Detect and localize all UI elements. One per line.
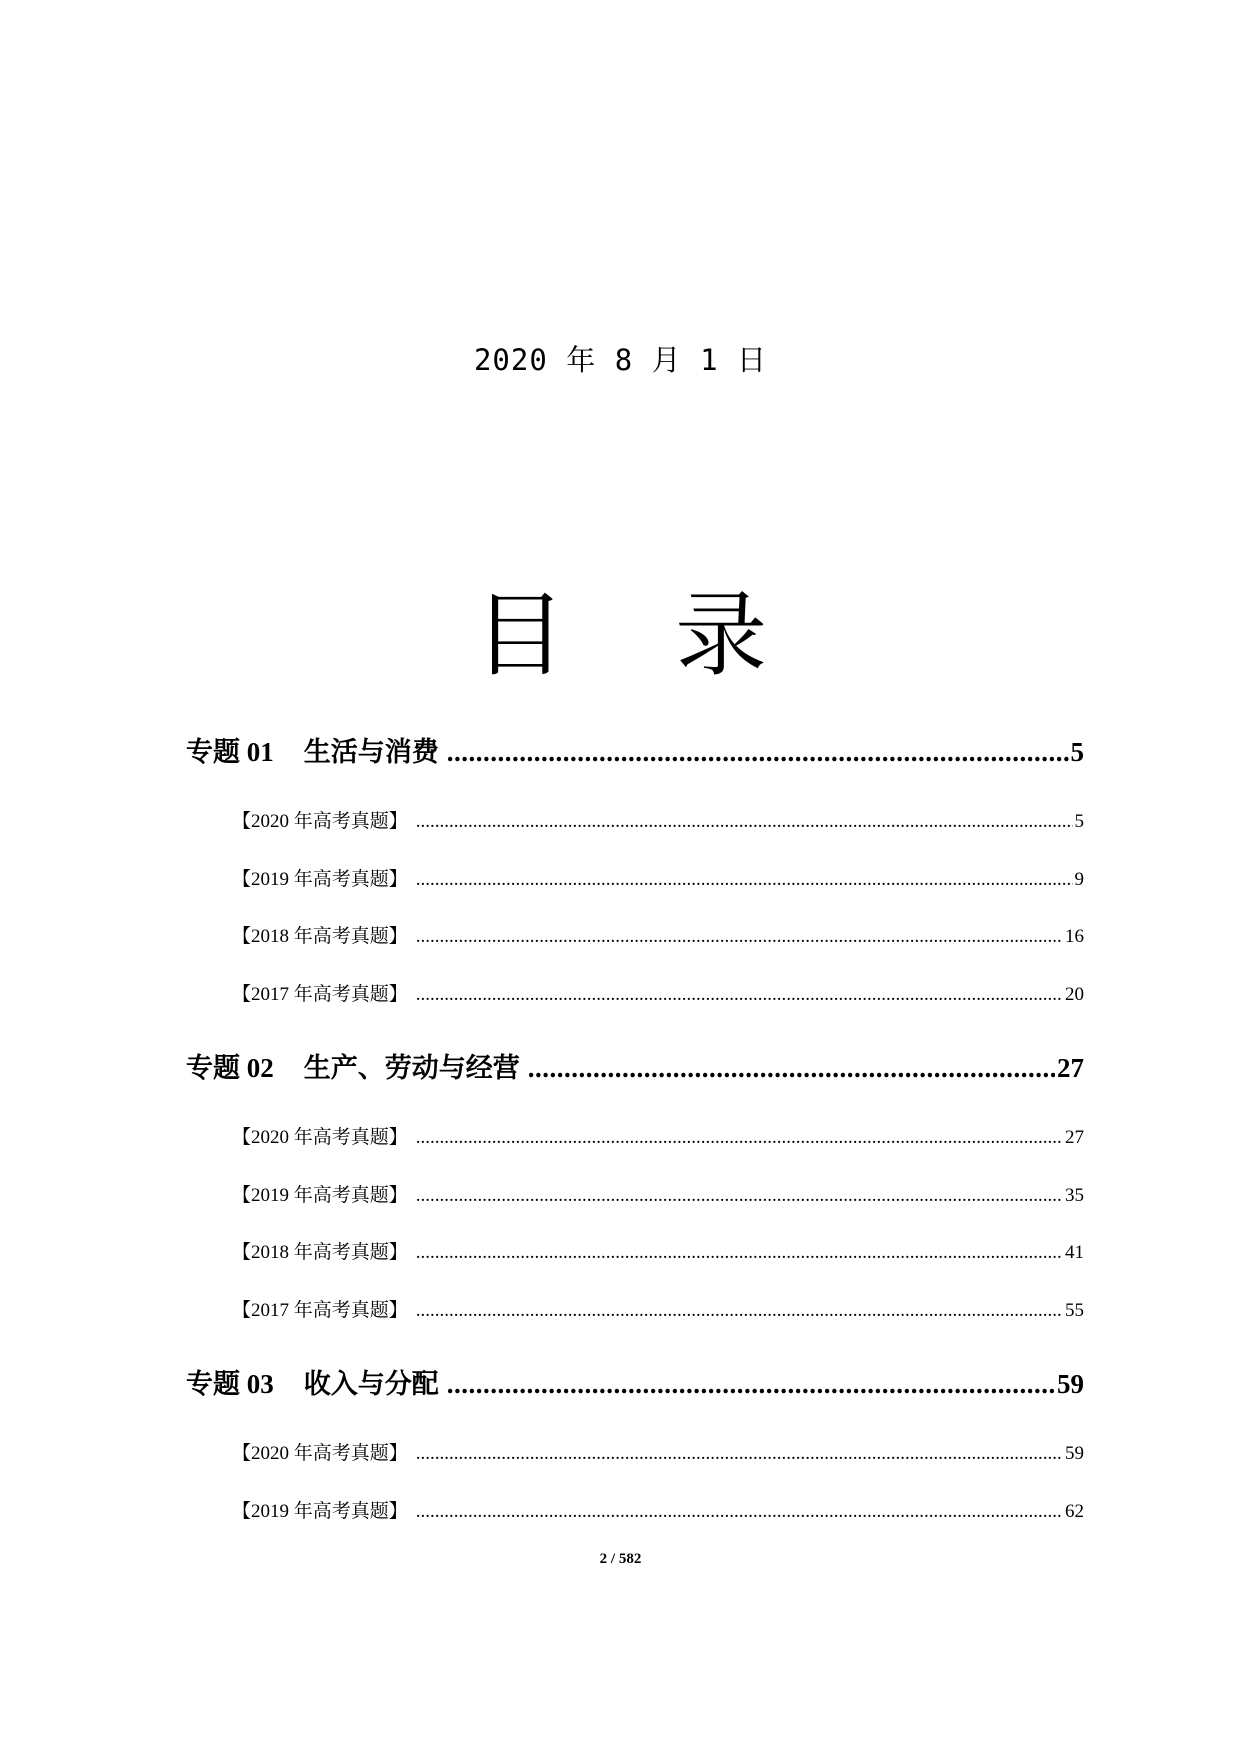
- toc-topic-01[interactable]: [186, 730, 1084, 769]
- toc-page-number: 59: [1065, 1443, 1084, 1464]
- toc-page-number: 5: [1070, 737, 1084, 767]
- dot-leader: [416, 926, 1063, 948]
- toc-page-number: 27: [1065, 1127, 1084, 1148]
- toc-entry-label: 【2020 年高考真题】: [232, 811, 408, 832]
- toc-page-number: 41: [1065, 1242, 1084, 1263]
- dot-leader: [416, 1501, 1063, 1523]
- toc-entry[interactable]: [232, 1180, 1084, 1207]
- dot-leader: [416, 1300, 1063, 1322]
- toc-entry-label: 【2020 年高考真题】: [232, 1127, 408, 1148]
- dot-leader: [447, 737, 1069, 768]
- toc-page-number: 59: [1057, 1369, 1084, 1399]
- toc-page-number: 16: [1065, 926, 1084, 947]
- toc-entry-label: 【2017 年高考真题】: [232, 1300, 408, 1321]
- page-footer-number: 2 / 582: [599, 1551, 642, 1567]
- toc-entry[interactable]: [232, 1237, 1084, 1264]
- toc-entry-label: 【2019 年高考真题】: [232, 1185, 408, 1206]
- date-line: 2020 年 8 月 1 日: [473, 343, 768, 377]
- toc-entry[interactable]: [232, 921, 1084, 948]
- toc-entry[interactable]: [232, 1295, 1084, 1322]
- toc-topic-label: 专题 03 收入与分配: [186, 1369, 439, 1399]
- toc-entry-label: 【2020 年高考真题】: [232, 1443, 408, 1464]
- toc-entry[interactable]: [232, 806, 1084, 833]
- toc-page-number: 55: [1065, 1300, 1084, 1321]
- dot-leader: [416, 1242, 1063, 1264]
- dot-leader: [447, 1369, 1055, 1400]
- toc-page-number: 20: [1065, 984, 1084, 1005]
- toc-entry-label: 【2017 年高考真题】: [232, 984, 408, 1005]
- toc-entry-label: 【2018 年高考真题】: [232, 1242, 408, 1263]
- dot-leader: [416, 811, 1073, 833]
- toc-page-number: 35: [1065, 1185, 1084, 1206]
- dot-leader: [416, 1443, 1063, 1465]
- toc-page-number: 9: [1074, 869, 1084, 890]
- toc-entry[interactable]: [232, 1496, 1084, 1523]
- toc-topic-03[interactable]: [186, 1362, 1084, 1401]
- toc-entry-label: 【2019 年高考真题】: [232, 869, 408, 890]
- toc-entry-label: 【2019 年高考真题】: [232, 1501, 408, 1522]
- toc-topic-label: 专题 02 生产、劳动与经营: [186, 1053, 520, 1083]
- toc-page-number: 27: [1057, 1053, 1084, 1083]
- toc-page-number: 62: [1065, 1501, 1084, 1522]
- dot-leader: [416, 984, 1063, 1006]
- toc-title: 目 录: [473, 582, 808, 689]
- toc-entry[interactable]: [232, 1122, 1084, 1149]
- dot-leader: [416, 1127, 1063, 1149]
- toc-entry[interactable]: [232, 1438, 1084, 1465]
- dot-leader: [416, 869, 1073, 891]
- dot-leader: [416, 1185, 1063, 1207]
- toc-page-number: 5: [1074, 811, 1084, 832]
- toc-entry-label: 【2018 年高考真题】: [232, 926, 408, 947]
- toc-entry[interactable]: [232, 864, 1084, 891]
- dot-leader: [528, 1053, 1055, 1084]
- toc-topic-02[interactable]: [186, 1046, 1084, 1085]
- toc-topic-label: 专题 01 生活与消费: [186, 737, 439, 767]
- toc-entry[interactable]: [232, 979, 1084, 1006]
